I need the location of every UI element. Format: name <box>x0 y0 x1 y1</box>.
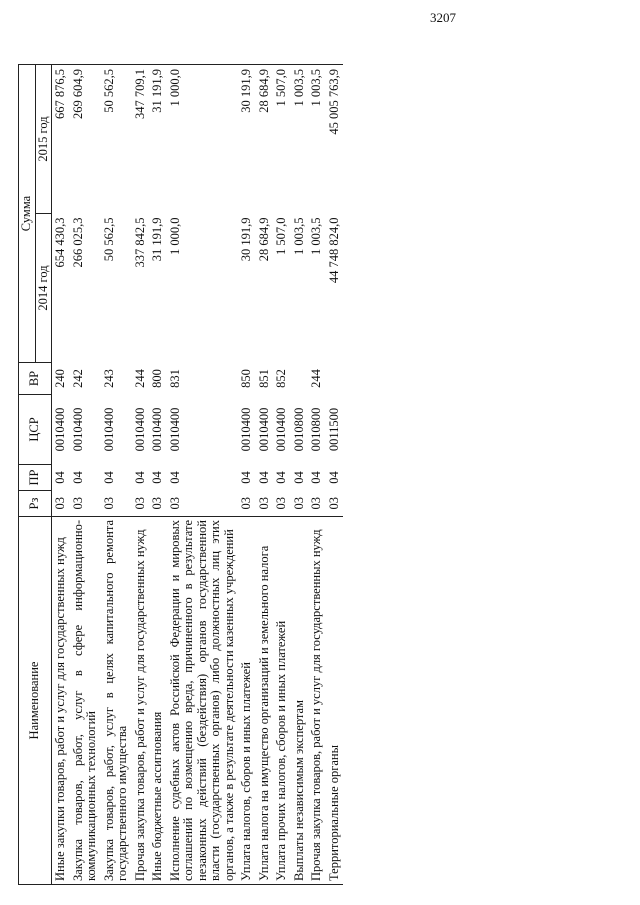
row-rz: 03 <box>101 497 116 510</box>
table-row <box>291 65 309 885</box>
row-2015: 50 562,5 <box>101 65 132 214</box>
row-vr: 852 <box>274 369 288 388</box>
row-vr <box>291 363 309 395</box>
row-name: Иные бюджетные ассигнования <box>149 517 167 885</box>
row-csr: 0010400 <box>101 407 116 452</box>
row-csr: 0010400 <box>256 407 271 452</box>
row-pr: 04 <box>52 465 70 491</box>
row-2014: 654 430,3 <box>52 214 70 363</box>
row-pr: 04 <box>132 471 147 484</box>
header-pr: ПР <box>19 465 52 491</box>
row-2015: 30 191,9 <box>238 65 256 214</box>
row-vr: 244 <box>309 369 323 388</box>
row-name: Исполнение судебных актов Российской Федерации и мировых соглашений по возмещению вреда, причиненного в результате незаконных действий (бездействия) органов государственной власти (государственных органов) либо должностных лиц этих органов, а также в результате деятельности казенных учреждений <box>167 517 239 885</box>
row-vr: 240 <box>52 363 70 395</box>
row-name: Уплата налога на имущество организаций и земельного налога <box>256 517 274 885</box>
row-name: Иные закупки товаров, работ и услуг для государственных нужд <box>52 517 70 885</box>
row-vr: 242 <box>70 369 85 388</box>
table-row <box>101 65 132 885</box>
table-row <box>256 65 274 885</box>
row-csr: 0010400 <box>239 407 253 452</box>
row-2015: 1 507,0 <box>273 65 291 214</box>
row-2015: 1 000,0 <box>167 65 239 214</box>
row-name: Прочая закупка товаров, работ и услуг для государственных нужд <box>308 517 326 885</box>
rotated-page <box>18 65 538 885</box>
row-name: Уплата налогов, сборов и иных платежей <box>238 517 256 885</box>
table-row <box>52 65 70 885</box>
row-name: Выплаты независимым экспертам <box>291 517 309 885</box>
header-2015: 2015 год <box>35 65 52 214</box>
row-csr: 0011500 <box>326 407 341 452</box>
row-csr: 0010800 <box>309 407 323 452</box>
row-rz: 03 <box>239 497 253 510</box>
row-vr: 244 <box>132 369 147 388</box>
row-pr: 04 <box>150 471 164 484</box>
row-2014: 28 684,9 <box>256 217 271 262</box>
row-2015: 28 684,9 <box>256 65 274 214</box>
row-csr: 0010800 <box>291 407 306 452</box>
table-row <box>238 65 256 885</box>
row-name: Закупка товаров, работ, услуг в целях капитального ремонта государственного имущества <box>101 517 132 885</box>
row-2014: 1 003,5 <box>309 217 323 255</box>
row-vr: 851 <box>256 369 271 388</box>
row-2014: 1 000,0 <box>167 217 182 255</box>
row-pr: 04 <box>309 471 323 484</box>
row-vr: 850 <box>239 369 253 388</box>
row-rz: 03 <box>52 491 70 517</box>
row-2015: 667 876,5 <box>52 65 70 214</box>
row-csr: 0010400 <box>167 407 182 452</box>
header-vr: ВР <box>19 363 52 395</box>
header-csr: ЦСР <box>19 395 52 465</box>
row-pr: 04 <box>167 471 182 484</box>
row-rz: 03 <box>274 497 288 510</box>
header-2014: 2014 год <box>35 214 52 363</box>
row-name: Закупка товаров, работ, услуг в сфере информационно-коммуникационных технологий <box>70 517 101 885</box>
row-csr: 0010400 <box>70 407 85 452</box>
table-row <box>308 65 326 885</box>
row-pr: 04 <box>291 471 306 484</box>
row-rz: 03 <box>150 497 164 510</box>
row-rz: 03 <box>70 497 85 510</box>
row-pr: 04 <box>239 471 253 484</box>
row-pr: 04 <box>326 471 341 484</box>
row-pr: 04 <box>101 471 116 484</box>
row-2014: 1 507,0 <box>274 217 288 255</box>
row-2014: 30 191,9 <box>239 217 253 262</box>
row-2015: 1 003,5 <box>291 65 309 214</box>
row-csr: 0010400 <box>150 407 164 452</box>
row-name: Прочая закупка товаров, работ и услуг для государственных нужд <box>132 517 150 885</box>
table-row <box>273 65 291 885</box>
row-2014: 1 003,5 <box>291 217 306 255</box>
row-2014: 31 191,9 <box>150 217 164 262</box>
header-sum: Сумма <box>19 65 36 363</box>
row-name: Территориальные органы <box>326 517 344 885</box>
table-row <box>70 65 101 885</box>
row-2015: 31 191,9 <box>149 65 167 214</box>
row-2015: 45 005 763,9 <box>326 65 344 214</box>
table-row <box>167 65 239 885</box>
row-pr: 04 <box>256 471 271 484</box>
budget-table <box>18 64 343 885</box>
row-pr: 04 <box>274 471 288 484</box>
row-2014: 266 025,3 <box>70 217 85 268</box>
table-row <box>326 65 344 885</box>
row-2015: 269 604,9 <box>70 65 101 214</box>
row-2015: 347 709,1 <box>132 65 150 214</box>
row-2014: 337 842,5 <box>132 217 147 268</box>
row-rz: 03 <box>256 497 271 510</box>
row-vr <box>326 363 344 395</box>
table-row <box>149 65 167 885</box>
row-2015: 1 003,5 <box>308 65 326 214</box>
header-rz: Рз <box>19 491 52 517</box>
row-vr: 831 <box>167 369 182 388</box>
row-rz: 03 <box>291 497 306 510</box>
row-2014: 44 748 824,0 <box>326 217 341 284</box>
row-2014: 50 562,5 <box>101 217 116 262</box>
page-number: 3207 <box>430 10 456 25</box>
row-csr: 0010400 <box>274 407 288 452</box>
row-csr: 0010400 <box>52 395 70 465</box>
row-rz: 03 <box>132 497 147 510</box>
row-csr: 0010400 <box>132 407 147 452</box>
header-name: Наименование <box>19 517 52 885</box>
row-vr: 243 <box>101 369 116 388</box>
table-row <box>132 65 150 885</box>
row-rz: 03 <box>309 497 323 510</box>
row-rz: 03 <box>167 497 182 510</box>
row-vr: 800 <box>150 369 164 388</box>
row-rz: 03 <box>326 497 341 510</box>
row-name: Уплата прочих налогов, сборов и иных платежей <box>273 517 291 885</box>
row-pr: 04 <box>70 471 85 484</box>
